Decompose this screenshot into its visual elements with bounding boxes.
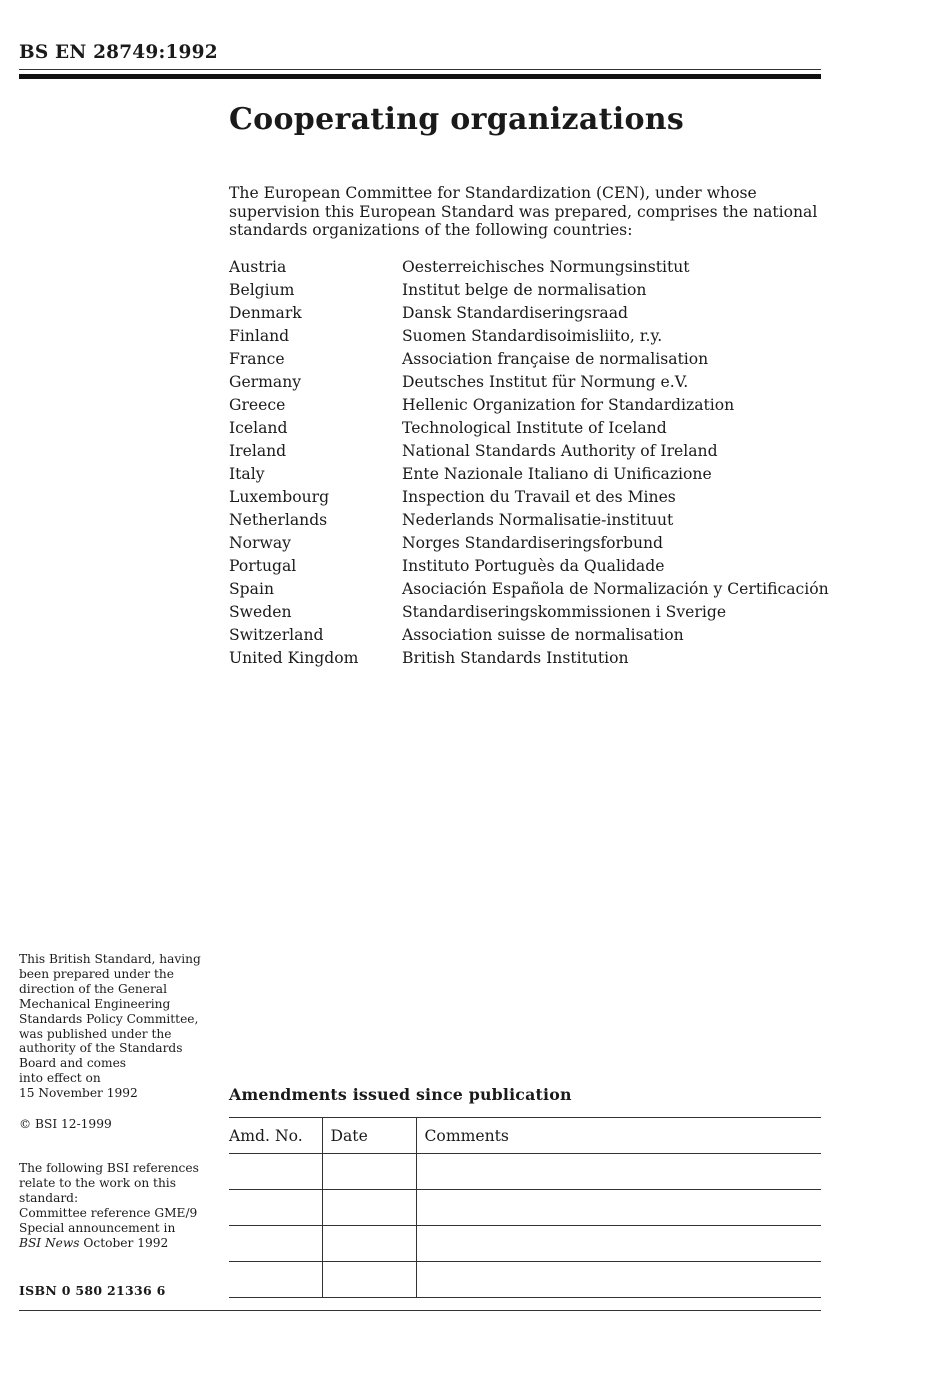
header-rule-thin (19, 69, 821, 70)
country-name: Ireland (229, 442, 287, 460)
organization-name: British Standards Institution (402, 649, 629, 667)
list-item (229, 648, 829, 671)
organization-name: Association suisse de normalisation (402, 626, 684, 644)
organizations-list (229, 257, 829, 671)
references-line: Committee reference GME/9 (19, 1205, 198, 1220)
publication-note-line: Board and comes (19, 1056, 127, 1071)
list-item (229, 556, 829, 579)
country-name: Finland (229, 327, 290, 345)
publication-note-line: 15 November 1992 (19, 1086, 138, 1101)
publication-note-line: been prepared under the (19, 966, 174, 981)
document-code: BS EN 28749:1992 (19, 42, 218, 63)
list-item (229, 418, 829, 441)
date-cell (322, 1190, 416, 1226)
list-item (229, 372, 829, 395)
column-header-comments: Comments (416, 1118, 821, 1154)
country-name: Switzerland (229, 626, 324, 644)
comments-cell (416, 1154, 821, 1190)
intro-paragraph: The European Committee for Standardization (CEN), under whose supervision this European Standard was prepared, comprises the national standards organizations of the following countries: (229, 184, 818, 240)
organization-name: Technological Institute of Iceland (402, 419, 667, 437)
copyright-notice: © BSI 12-1999 (19, 1117, 112, 1131)
organization-name: Oesterreichisches Normungsinstitut (402, 258, 690, 276)
country-name: Spain (229, 580, 274, 598)
publication-date: October 1992 (79, 1235, 169, 1250)
organization-name: Inspection du Travail et des Mines (402, 488, 676, 506)
organization-name: Nederlands Normalisatie-instituut (402, 511, 674, 529)
organization-name: Association française de normalisation (402, 350, 709, 368)
country-name: Portugal (229, 557, 297, 575)
table-row (229, 1154, 821, 1190)
publication-note-line: This British Standard, having (19, 952, 201, 966)
organization-name: Hellenic Organization for Standardization (402, 396, 735, 414)
country-name: Austria (229, 258, 287, 276)
country-name: Greece (229, 396, 286, 414)
country-name: Luxembourg (229, 488, 330, 506)
list-item (229, 280, 829, 303)
date-cell (322, 1262, 416, 1298)
country-name: Netherlands (229, 511, 328, 529)
amd-no-cell (229, 1262, 322, 1298)
table-row (229, 1262, 821, 1298)
list-item (229, 487, 829, 510)
publication-note-line: Standards Policy Committee, (19, 1011, 199, 1026)
date-cell (322, 1226, 416, 1262)
amd-no-cell (229, 1190, 322, 1226)
list-item (229, 510, 829, 533)
comments-cell (416, 1226, 821, 1262)
header-rule-thick (19, 74, 821, 79)
organization-name: Norges Standardiseringsforbund (402, 534, 664, 552)
amendments-header-row (229, 1118, 821, 1154)
country-name: United Kingdom (229, 649, 359, 667)
list-item (229, 533, 829, 556)
country-name: Germany (229, 373, 302, 391)
list-item (229, 349, 829, 372)
amendments-title: Amendments issued since publication (229, 1085, 572, 1104)
table-row (229, 1226, 821, 1262)
country-name: France (229, 350, 285, 368)
list-item (229, 579, 829, 602)
list-item (229, 257, 829, 280)
organization-name: Institut belge de normalisation (402, 281, 647, 299)
references-line: relate to the work on this (19, 1175, 176, 1190)
amd-no-cell (229, 1226, 322, 1262)
list-item (229, 303, 829, 326)
list-item (229, 464, 829, 487)
country-name: Norway (229, 534, 291, 552)
amendments-table (229, 1117, 821, 1298)
publication-note-line: direction of the General (19, 981, 167, 996)
publication-note (19, 952, 219, 1101)
organization-name: Standardiseringskommissionen i Sverige (402, 603, 727, 621)
list-item (229, 395, 829, 418)
country-name: Iceland (229, 419, 288, 437)
comments-cell (416, 1190, 821, 1226)
organization-name: Deutsches Institut für Normung e.V. (402, 373, 689, 391)
organization-name: National Standards Authority of Ireland (402, 442, 718, 460)
publication-note-line: was published under the (19, 1026, 172, 1041)
list-item (229, 625, 829, 648)
table-row (229, 1190, 821, 1226)
date-cell (322, 1154, 416, 1190)
organization-name: Instituto Portuguès da Qualidade (402, 557, 665, 575)
publication-note-line: Mechanical Engineering (19, 996, 171, 1011)
isbn: ISBN 0 580 21336 6 (19, 1283, 166, 1298)
list-item (229, 326, 829, 349)
publication-note-line: into effect on (19, 1071, 101, 1086)
publication-name: BSI News (19, 1235, 80, 1250)
references-line: standard: (19, 1190, 79, 1205)
country-name: Denmark (229, 304, 302, 322)
column-header-amd-no: Amd. No. (229, 1118, 322, 1154)
organization-name: Ente Nazionale Italiano di Unificazione (402, 465, 712, 483)
list-item (229, 441, 829, 464)
organization-name: Asociación Española de Normalización y Certificación (402, 580, 829, 598)
references-line: The following BSI references (19, 1161, 199, 1175)
country-name: Italy (229, 465, 265, 483)
amd-no-cell (229, 1154, 322, 1190)
column-header-date: Date (322, 1118, 416, 1154)
organization-name: Dansk Standardiseringsraad (402, 304, 628, 322)
publication-note-line: authority of the Standards (19, 1041, 183, 1056)
footer-rule (19, 1310, 821, 1311)
list-item (229, 602, 829, 625)
organization-name: Suomen Standardisoimisliito, r.y. (402, 327, 663, 345)
country-name: Belgium (229, 281, 295, 299)
references-line: Special announcement in (19, 1220, 176, 1235)
comments-cell (416, 1262, 821, 1298)
page-title: Cooperating organizations (229, 102, 685, 137)
country-name: Sweden (229, 603, 292, 621)
bsi-references-note (19, 1161, 219, 1250)
